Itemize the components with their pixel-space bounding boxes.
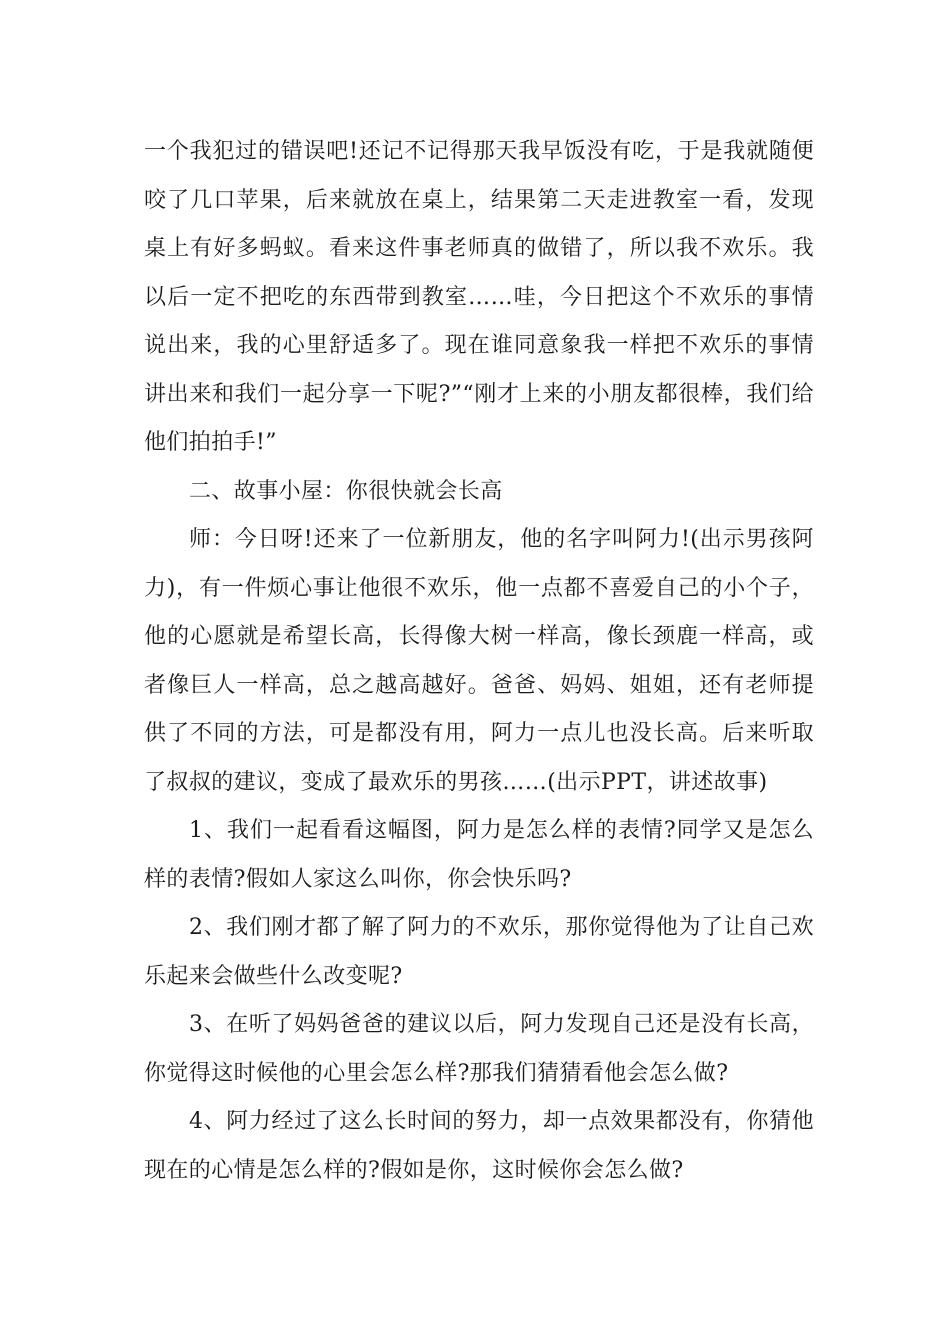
question-item-2: 2、我们刚才都了解了阿力的不欢乐，那你觉得他为了让自己欢乐起来会做些什么改变呢?: [144, 915, 814, 989]
paragraph-teacher-intro: 师：今日呀!还来了一位新朋友，他的名字叫阿力!(出示男孩阿力)，有一件烦心事让他很不欢乐，他一点都不喜爱自己的小个子，他的心愿就是希望长高，长得像大树一样高，像长颈鹿一样高，或者像巨人一样高，总之越高越好。爸爸、妈妈、姐姐，还有老师提供了不同的方法，可是都没有用，阿力一点儿也没长高。后来听取了叔叔的建议，变成了最欢乐的男孩……(出示PPT，讲述故事): [144, 527, 814, 795]
paragraph-continued-story: 一个我犯过的错误吧!还记不记得那天我早饭没有吃，于是我就随便咬了几口苹果，后来就放在桌上，结果第二天走进教室一看，发现桌上有好多蚂蚁。看来这件事老师真的做错了，所以我不欢乐。我以后一定不把吃的东西带到教室……哇，今日把这个不欢乐的事情说出来，我的心里舒适多了。现在谁同意象我一样把不欢乐的事情讲出来和我们一起分享一下呢?”“刚才上来的小朋友都很棒，我们给他们拍拍手!”: [144, 139, 814, 455]
question-item-1: 1、我们一起看看这幅图，阿力是怎么样的表情?同学又是怎么样的表情?假如人家这么叫你，你会快乐吗?: [144, 818, 814, 892]
question-item-4: 4、阿力经过了这么长时间的努力，却一点效果都没有，你猜他现在的心情是怎么样的?假如是你，这时候你会怎么做?: [144, 1109, 814, 1183]
question-item-3: 3、在听了妈妈爸爸的建议以后，阿力发现自己还是没有长高，你觉得这时候他的心里会怎么样?那我们猜猜看他会怎么做?: [144, 1012, 814, 1086]
document-body: [144, 128, 814, 1195]
section-heading-story-house: 二、故事小屋：你很快就会长高: [189, 478, 503, 504]
